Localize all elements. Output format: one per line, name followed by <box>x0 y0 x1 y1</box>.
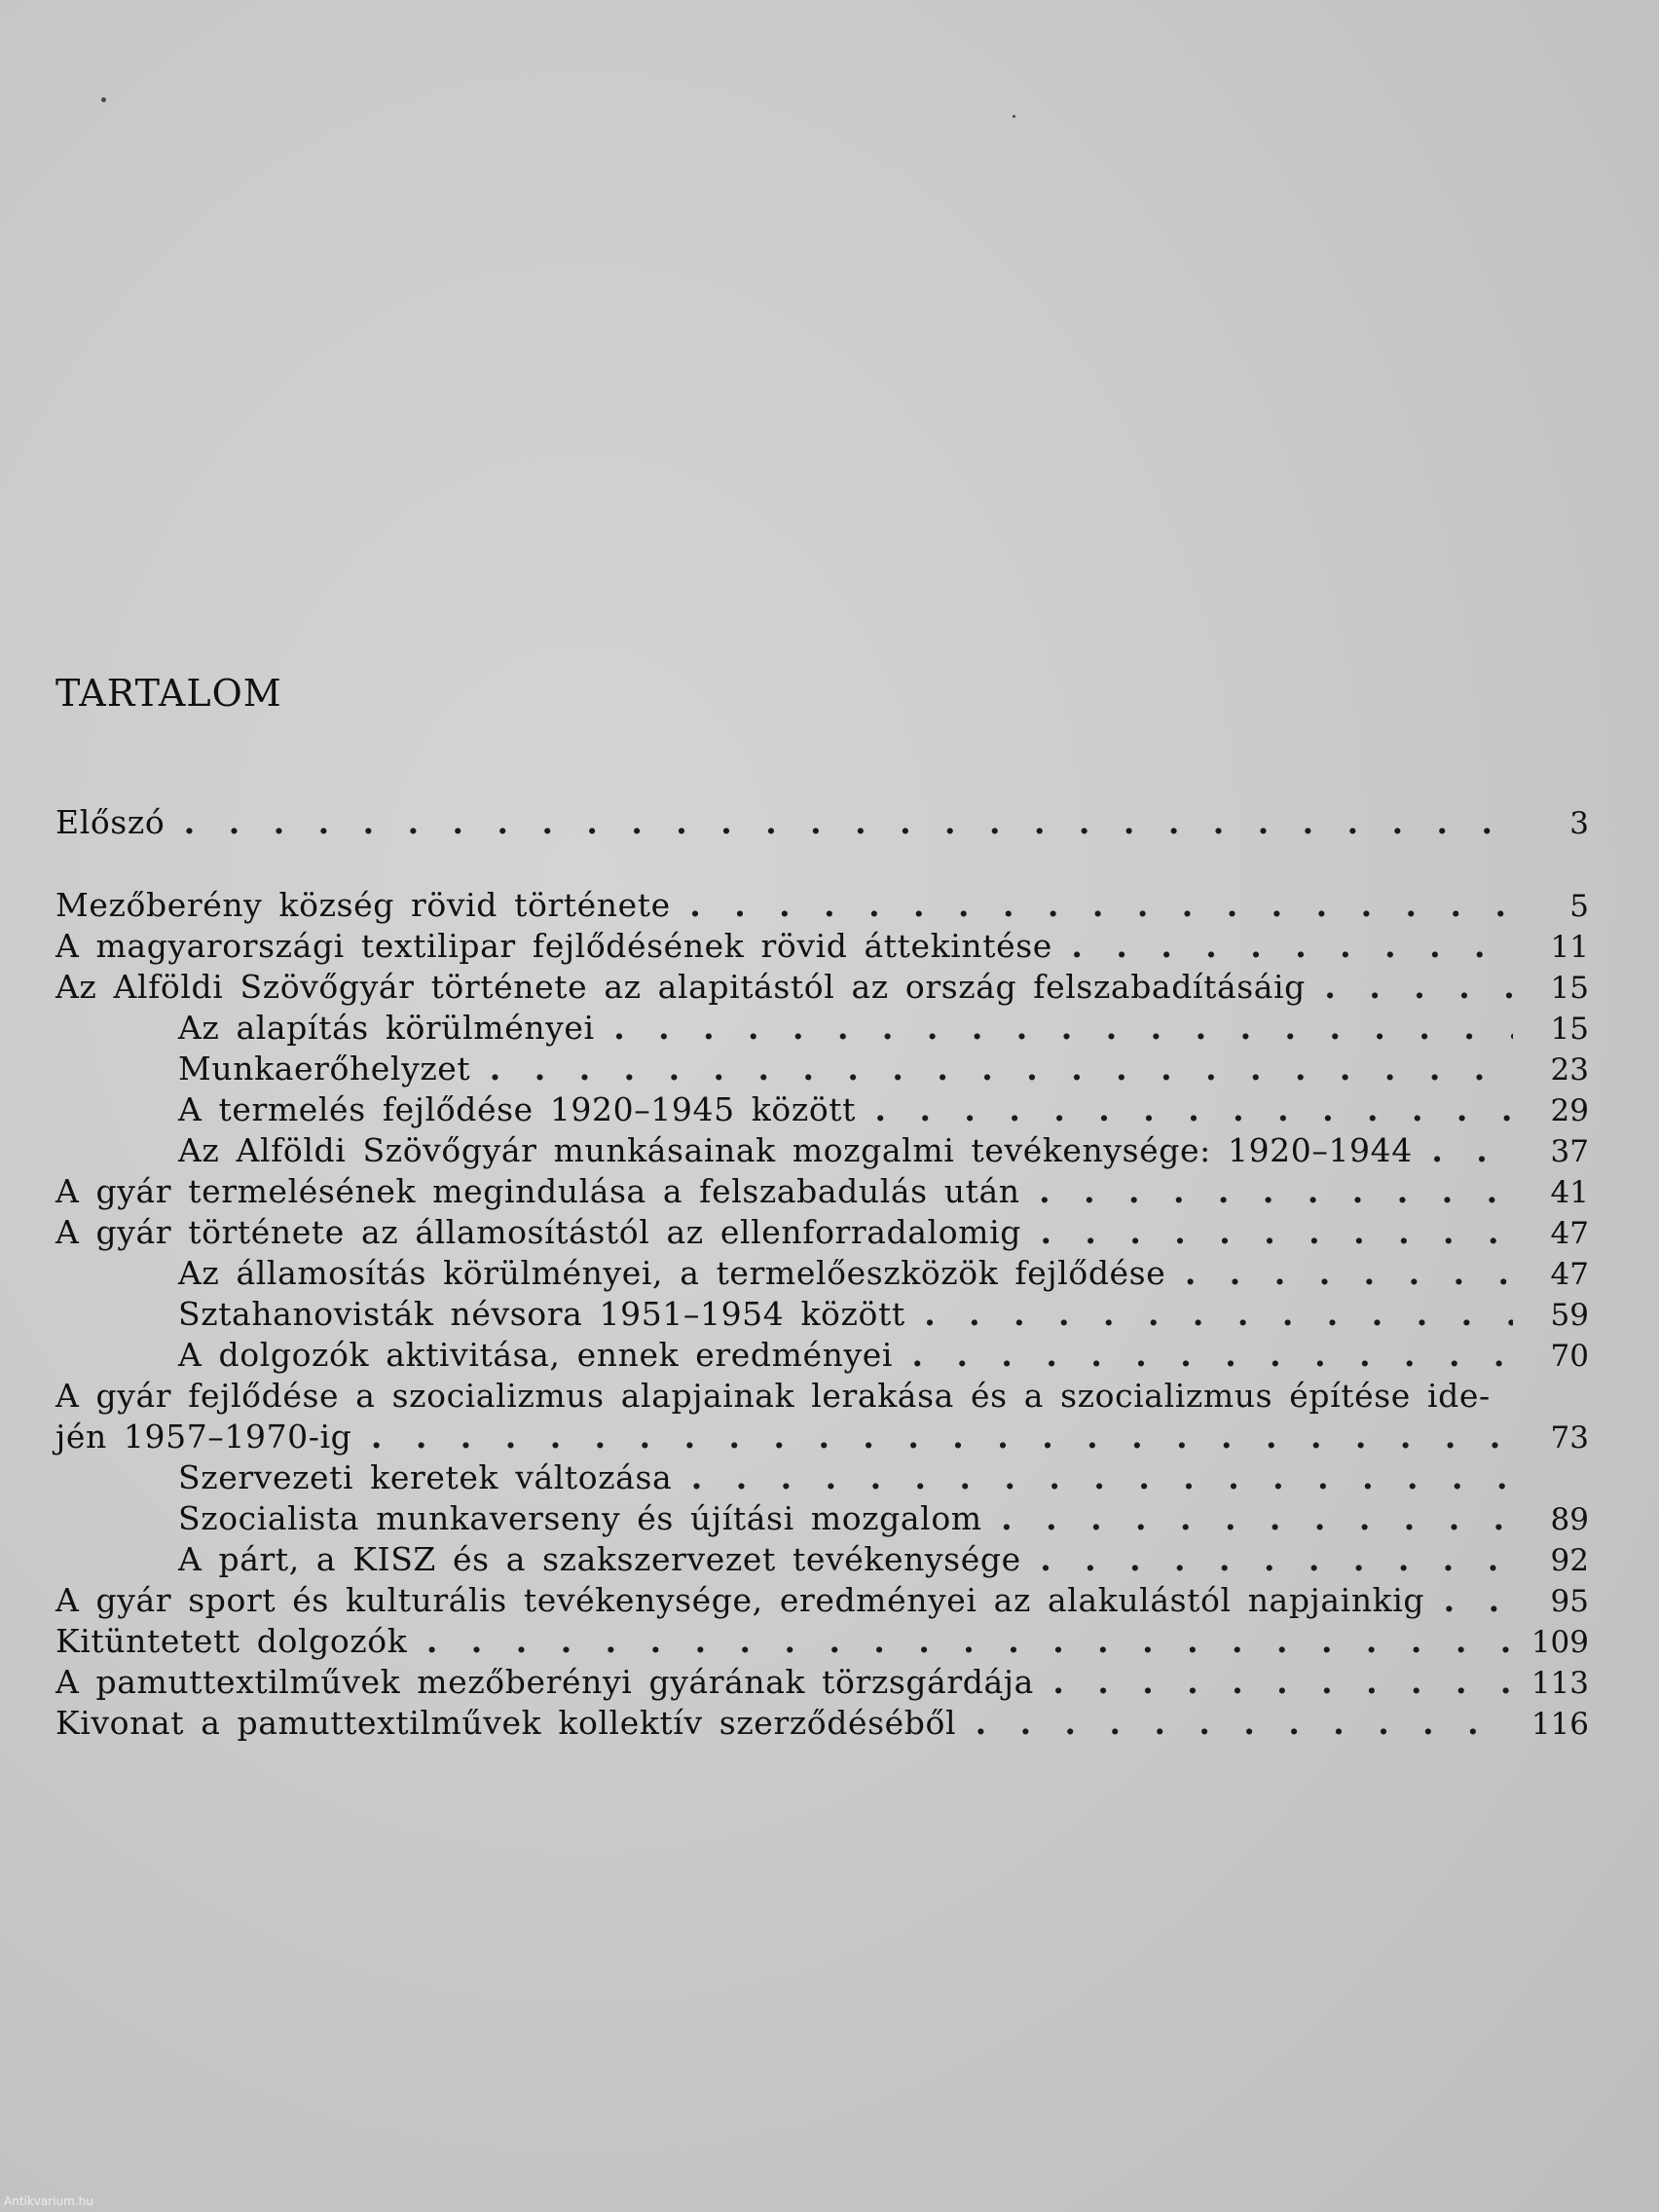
toc-entry-page: 41 <box>1550 1175 1589 1210</box>
toc-entry-page: 15 <box>1550 1012 1589 1047</box>
dot-leader <box>603 1009 1513 1048</box>
dot-leader <box>680 1458 1513 1497</box>
toc-subentry <box>55 1458 1589 1497</box>
toc-entry-page: 11 <box>1550 930 1589 965</box>
toc-subentry <box>55 1336 1589 1375</box>
dot-leader <box>478 1050 1513 1088</box>
dot-leader <box>901 1336 1513 1375</box>
toc-entry-page: 73 <box>1550 1420 1589 1456</box>
dot-leader <box>1173 1254 1513 1293</box>
toc-entry-wrapped-line <box>55 1377 1589 1416</box>
toc-entry-title: A pamuttextilművek mezőberényi gyárának törzsgárdája <box>55 1663 1034 1701</box>
toc-subentry <box>55 1540 1589 1579</box>
toc-entry <box>55 1704 1589 1743</box>
toc-entry-page: 70 <box>1550 1339 1589 1374</box>
dot-leader <box>1420 1131 1513 1170</box>
toc-entry <box>55 1581 1589 1620</box>
dot-leader <box>1028 1172 1513 1211</box>
toc-entry-page: 37 <box>1550 1134 1589 1169</box>
toc-entry-page: 47 <box>1550 1257 1589 1292</box>
dot-leader <box>864 1090 1513 1129</box>
toc-entry-page: 59 <box>1550 1298 1589 1333</box>
dot-leader <box>913 1295 1513 1334</box>
toc-entry-title: A gyár termelésének megindulása a felszabadulás után <box>55 1172 1020 1210</box>
toc-subentry <box>55 1295 1589 1334</box>
toc-entry-title: Szervezeti keretek változása <box>178 1458 673 1496</box>
toc-entry-title: A dolgozók aktivitása, ennek eredményei <box>178 1336 894 1374</box>
toc-entry-title: Sztahanovisták névsora 1951–1954 között <box>178 1295 905 1333</box>
toc-entry <box>55 1213 1589 1252</box>
toc-entry <box>55 1172 1589 1211</box>
toc-entry <box>55 1663 1589 1702</box>
toc-entry-title: Mezőberény község rövid története <box>55 886 671 924</box>
dot-leader <box>415 1622 1513 1661</box>
toc-entry-title: Az Alföldi Szövőgyár munkásainak mozgalmi tevékenysége: 1920–1944 <box>178 1131 1413 1169</box>
toc-entry-title: Az alapítás körülményei <box>178 1009 595 1047</box>
paper-speck <box>101 97 106 102</box>
toc-entry-title: A gyár sport és kulturális tevékenysége, eredményei az alakulástól napjainkig <box>55 1581 1425 1619</box>
toc-entry-title: Az államosítás körülményei, a termelőeszközök fejlődése <box>178 1254 1166 1292</box>
dot-leader <box>679 886 1513 925</box>
dot-leader <box>1060 927 1513 966</box>
dot-leader <box>359 1418 1513 1456</box>
toc-entry-title: A párt, a KISZ és a szakszervezet tevékenysége <box>178 1540 1021 1578</box>
toc-entry-page: 92 <box>1550 1543 1589 1578</box>
toc-entry-page: 89 <box>1550 1502 1589 1537</box>
toc-entry-page: 5 <box>1569 889 1589 924</box>
toc-entry-title: Kitüntetett dolgozók <box>55 1622 408 1660</box>
toc-entry-page: 29 <box>1550 1093 1589 1128</box>
toc-entry-page: 23 <box>1550 1052 1589 1088</box>
dot-leader <box>1313 968 1513 1007</box>
toc-entry <box>55 803 1589 842</box>
toc-subentry <box>55 1009 1589 1048</box>
toc-entry-page: 116 <box>1530 1707 1589 1742</box>
toc-entry-page: 109 <box>1530 1625 1589 1660</box>
toc-entry-page: 3 <box>1569 806 1589 841</box>
toc-entry-title: Az Alföldi Szövőgyár története az alapitástól az ország felszabadításáig <box>55 968 1306 1006</box>
toc-entry <box>55 927 1589 966</box>
toc-subentry <box>55 1254 1589 1293</box>
dot-leader <box>172 803 1513 842</box>
toc-entry-title: A gyár fejlődése a szocializmus alapjainak lerakása és a szocializmus építése ide- <box>55 1377 1491 1415</box>
toc-entry-title: Szocialista munkaverseny és újítási mozgalom <box>178 1499 982 1537</box>
dot-leader <box>990 1499 1513 1538</box>
dot-leader <box>964 1704 1513 1743</box>
toc-entry-page: 15 <box>1550 971 1589 1006</box>
toc-heading: TARTALOM <box>55 672 282 715</box>
toc-subentry <box>55 1499 1589 1538</box>
toc-entry-title: jén 1957–1970-ig <box>55 1418 352 1456</box>
dot-leader <box>1029 1213 1513 1252</box>
toc-entry <box>55 1418 1589 1456</box>
watermark: Antikvarium.hu <box>4 2194 93 2208</box>
paper-speck <box>1013 115 1015 118</box>
toc-entry-title: Munkaerőhelyzet <box>178 1050 471 1088</box>
dot-leader <box>1432 1581 1513 1620</box>
toc-subentry <box>55 1090 1589 1129</box>
toc-entry-title: Kivonat a pamuttextilművek kollektív szerződéséből <box>55 1704 957 1742</box>
toc-entry <box>55 886 1589 925</box>
toc-subentry <box>55 1050 1589 1088</box>
toc-entry-page: 47 <box>1550 1216 1589 1251</box>
toc-entry <box>55 1622 1589 1661</box>
toc-subentry <box>55 1131 1589 1170</box>
toc-entry-page: 95 <box>1550 1584 1589 1619</box>
dot-leader <box>1029 1540 1513 1579</box>
toc-entry-title: A gyár története az államosítástól az ellenforradalomig <box>55 1213 1021 1251</box>
toc-entry-title: A magyarországi textilipar fejlődésének rövid áttekintése <box>55 927 1052 965</box>
toc-entry-page: 113 <box>1530 1666 1589 1701</box>
toc-entry-title: A termelés fejlődése 1920–1945 között <box>178 1090 857 1128</box>
dot-leader <box>1042 1663 1513 1702</box>
toc-entry-title: Előszó <box>55 803 166 841</box>
toc-entry <box>55 968 1589 1007</box>
